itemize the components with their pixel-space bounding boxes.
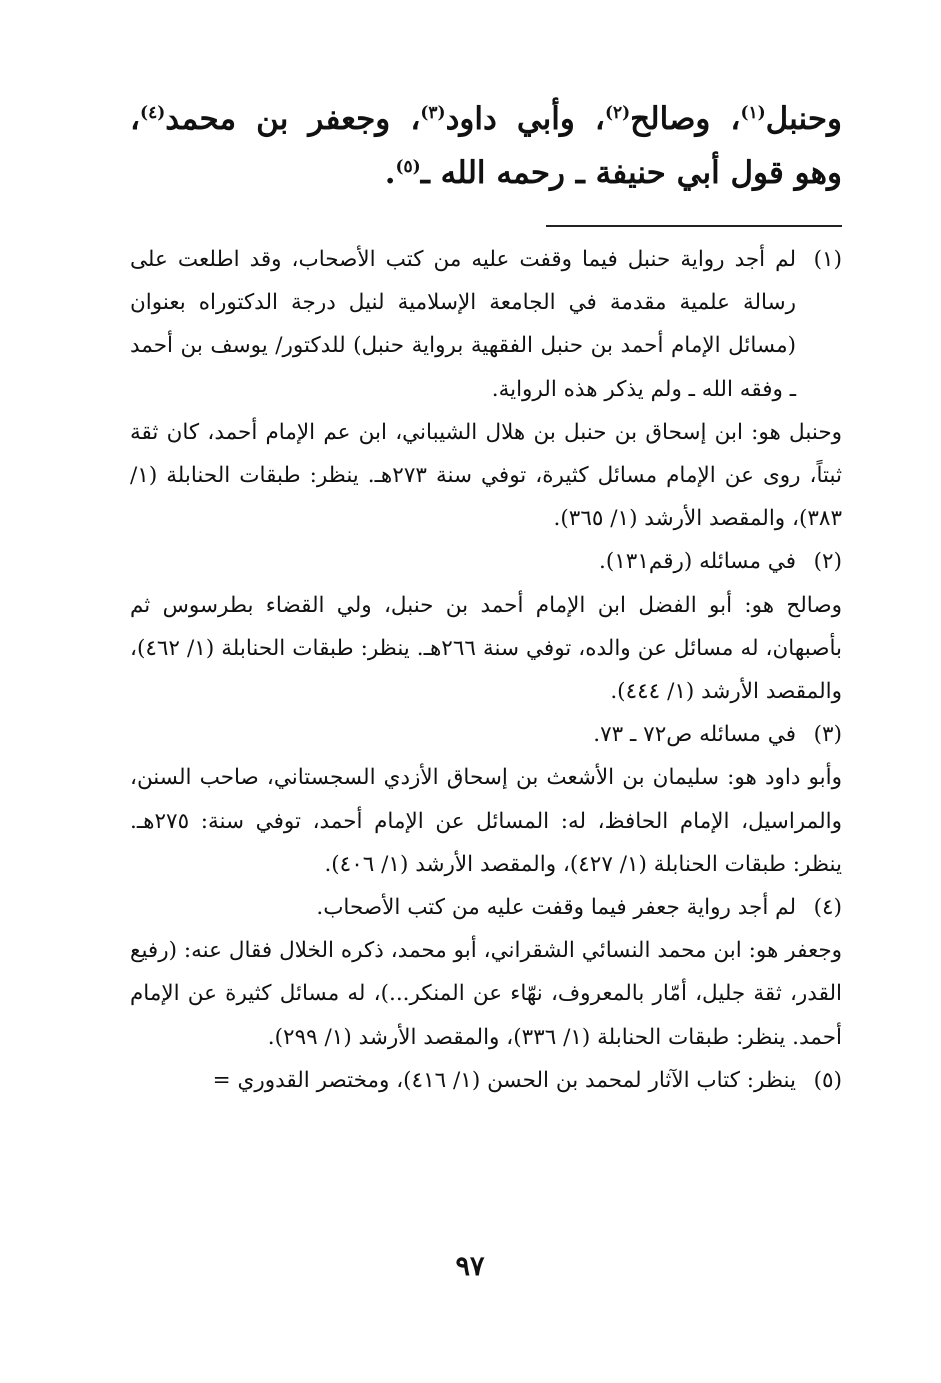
footnote-ref-5: (٥): [395, 157, 421, 177]
footnote-ref-3: (٣): [420, 103, 446, 123]
footnote-text: ينظر: كتاب الآثار لمحمد بن الحسن (١/ ٤١٦)، ومختصر القدوري =: [212, 1067, 796, 1093]
footnote-text: لم أجد رواية حنبل فيما وقفت عليه من كتب الأصحاب، وقد اطلعت على رسالة علمية مقدمة في الجامعة الإسلامية لنيل درجة الدكتوراه بعنوان (مسائل الإمام أحمد بن حنبل الفقهية برواية حنبل) للدكتور/ يوسف بن أحمد ـ وفقه الله ـ ولم يذكر هذه الرواية.: [130, 247, 796, 402]
footnote-number: (٣): [813, 722, 842, 748]
footnote-text: لم أجد رواية جعفر فيما وقفت عليه من كتب الأصحاب.: [316, 895, 796, 921]
footnote-text: في مسائله (رقم١٣١).: [599, 549, 796, 575]
footnote-body: [130, 886, 842, 1059]
footnote-number: (١): [813, 247, 842, 272]
footnote-body: [130, 1059, 796, 1102]
footnote-body: [130, 238, 842, 540]
footnote-1: [130, 238, 842, 540]
footnote-body: [130, 540, 843, 713]
footnotes: [130, 238, 842, 1102]
footnote-ref-2: (٢): [604, 103, 631, 123]
footnote-2: [130, 540, 842, 713]
footnote-4: [130, 886, 842, 1059]
footnote-ref-1: (١): [740, 103, 766, 123]
footnote-continuation: وأبو داود هو: سليمان بن الأشعث بن إسحاق الأزدي السجستاني، صاحب السنن، والمراسيل، الإمام الحافظ، له: المسائل عن الإمام أحمد، توفي سنة: ٢٧٥هـ. ينظر: طبقات الحنابلة (١/ ٤٢٧)، والمقصد الأرشد (١/ ٤٠٦).: [130, 765, 842, 877]
footnote-continuation: وجعفر هو: ابن محمد النسائي الشقراني، أبو محمد، ذكره الخلال فقال عنه: (رفيع القدر، ثقة جليل، أمّار بالمعروف، نهّاء عن المنكر...)، له مسائل كثيرة عن الإمام أحمد. ينظر: طبقات الحنابلة (١/ ٣٣٦)، والمقصد الأرشد (١/ ٢٩٩).: [130, 938, 842, 1050]
main-text-part: ، وجعفر بن محمد: [165, 101, 421, 137]
page-number: ٩٧: [455, 1251, 485, 1282]
footnote-number: (٤): [813, 895, 842, 921]
footnote-number: (٥): [813, 1067, 842, 1093]
main-text: [130, 92, 842, 200]
footnote-5: [130, 1059, 842, 1102]
main-text-part: ، وصالح: [630, 101, 741, 137]
main-text-part: وحنبل: [765, 101, 842, 137]
footnote-3: [130, 713, 842, 886]
main-text-part: ، وأبي داود: [445, 101, 605, 137]
footnote-ref-4: (٤): [140, 103, 166, 123]
footnote-continuation: وصالح هو: أبو الفضل ابن الإمام أحمد بن حنبل، ولي القضاء بطرسوس ثم بأصبهان، له مسائل عن والده، توفي سنة ٢٦٦هـ. ينظر: طبقات الحنابلة (١/ ٤٦٢)، والمقصد الأرشد (١/ ٤٤٤).: [130, 592, 843, 705]
footnote-number: (٢): [813, 549, 842, 575]
footnote-continuation: وحنبل هو: ابن إسحاق بن حنبل بن هلال الشيباني، ابن عم الإمام أحمد، كان ثقة ثبتاً، روى عن الإمام مسائل كثيرة، توفي سنة ٢٧٣هـ. ينظر: طبقات الحنابلة (١/ ٣٨٣)، والمقصد الأرشد (١/ ٣٦٥).: [130, 419, 842, 532]
footnote-text: في مسائله ص٧٢ ـ ٧٣.: [593, 722, 796, 748]
footnote-body: [130, 713, 842, 886]
main-text-part: ، وهو قول أبي حنيفة ـ رحمه الله ـ: [130, 101, 842, 191]
footnote-separator: [546, 225, 842, 227]
main-text-part: .: [384, 155, 396, 191]
